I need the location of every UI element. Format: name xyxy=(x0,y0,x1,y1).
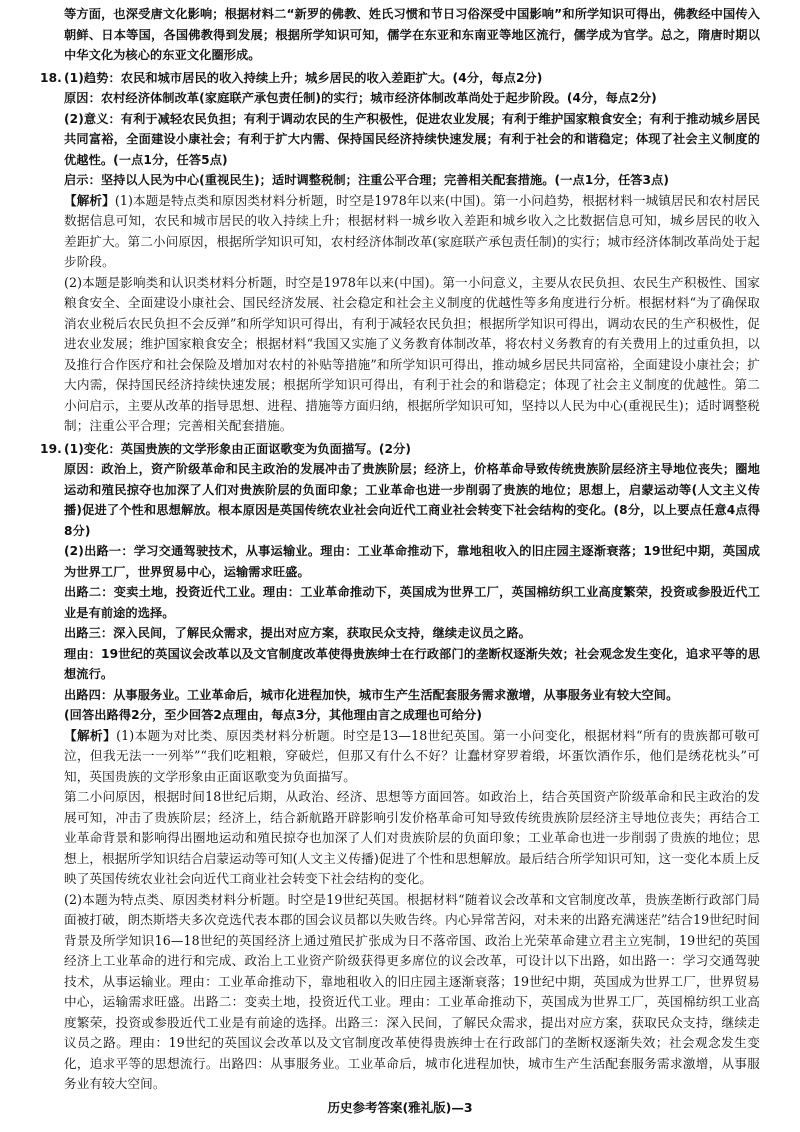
analysis-tag: 【解析】 xyxy=(64,727,117,743)
q19-answer-3: (2)出路一：学习交通驾驶技术，从事运输业。理由：工业革命推动下，靠地租收入的旧庄园主逐渐衰落；19世纪中期，英国成为世界工厂，世界贸易中心，运输需求旺盛。 xyxy=(64,544,760,579)
q19-answer-8: (回答出路得2分，至少回答2点理由，每点3分，其他理由言之成理也可给分) xyxy=(64,708,482,722)
q18-trend: (1)趋势：农民和城市居民的收入持续上升；城乡居民的收入差距扩大。(4分，每点2分) xyxy=(64,70,543,85)
analysis-tag: 【解析】 xyxy=(64,192,115,208)
page-footer: 历史参考答案(雅礼版)—3 xyxy=(327,1100,473,1115)
q19-analysis-3: (2)本题为特点类、原因类材料分析题。时空是19世纪英国。根据材料“随着议会改革和文官制度改革，贵族垄断行政部门局面被打破，朗杰斯塔夫多次竞选代表本郡的国会议员都以失败告终。内心异常苦闷，对未来的出路充满迷茫”结合19世纪时间背景及所学知识16—18世纪的英国经济上通过殖民扩张成为日不落帝国、政治上光荣革命建立君主立宪制，19世纪的英国经济上工业革命的进行和完成、政治上工业资产阶级获得更多席位的议会改革，可设计以下出路，如出路一：学习交通驾驶技术，从事运输业。理由：工业革命推动下，靠地租收入的旧庄园主逐渐衰落；19世纪中期，英国成为世界工厂，世界贸易中心，运输需求旺盛。出路二：变卖土地，投资近代工业。理由：工业革命推动下，英国成为世界工厂，英国棉纺织工业高度繁荣，投资或参股近代工业是有前途的选择。出路三：深入民间，了解民众需求，提出对应方案，获取民众支持，继续走议员之路。理由：19世纪的英国议会改革以及文官制度改革使得贵族绅士在行政部门的垄断权逐渐失效；社会观念发生变化，追求平等的思想流行。出路四：从事服务业。工业革命后，城市化进程加快，城市生产生活配套服务需求激增，从事服务业有较大空间。 xyxy=(64,891,760,1091)
q18-analysis-1 xyxy=(40,191,760,273)
q19-answer-6: 理由：19世纪的英国议会改革以及文官制度改革使得贵族绅士在行政部门的垄断权逐渐失效；社会观念发生变化，追求平等的思想流行。 xyxy=(64,646,760,681)
q18-answer-2: 原因：农村经济体制改革(家庭联产承包责任制)的实行；城市经济体制改革尚处于起步阶段。(4分，每点2分) xyxy=(64,91,657,105)
q19-analysis-2: 第二小问原因，根据时间18世纪后期，从政治、经济、思想等方面回答。如政治上，结合英国资产阶级革命和民主政治的发展可知，冲击了贵族阶层；经济上，结合新航路开辟影响引发价格革命可知导致传统贵族阶层经济主导地位丧失；再结合工业革命背景和影响得出圈地运动和殖民掠夺也加深了人们对贵族阶层的负面印象；工业革命也进一步削弱了贵族的地位；思想上，根据所学知识结合启蒙运动等可知(人文主义传播)促进了个性和思想解放。最后结合所学知识可知，这一变化本质上反映了英国传统农业社会向近代工商业社会转变下社会结构的变化。 xyxy=(64,789,760,886)
q19-answer-4: 出路二：变卖土地，投资近代工业。理由：工业革命推动下，英国成为世界工厂，英国棉纺织工业高度繁荣，投资或参股近代工业是有前途的选择。 xyxy=(64,585,760,620)
q18-answer-1 xyxy=(40,68,760,89)
q19-answer-2: 原因：政治上，资产阶级革命和民主政治的发展冲击了贵族阶层；经济上，价格革命导致传统贵族阶层经济主导地位丧失；圈地运动和殖民掠夺也加深了人们对贵族阶层的负面印象；工业革命也进一步削弱了贵族的地位；思想上，启蒙运动等(人文主义传播)促进了个性和思想解放。根本原因是英国传统农业社会向近代工商业社会转变下社会结构的变化。(8分，以上要点任意4点得8分) xyxy=(64,462,760,538)
q18-analysis-2: (2)本题是影响类和认识类材料分析题，时空是1978年以来(中国)。第一小问意义，主要从农民负担、农民生产积极性、国家粮食安全、全面建设小康社会、国民经济发展、社会稳定和社会主义制度的优越性等多角度进行分析。根据材料“为了确保取消农业税后农民负担不会反弹”和所学知识可得出，有利于减轻农民负担；根据所学知识可得出，调动农民的生产积极性，促进农业发展；维护国家粮食安全；根据材料“我国又实施了义务教育体制改革，将农村义务教育的有关费用上的过重负担，以及推行合作医疗和社会保险及增加对农村的补贴等措施”和所学知识可得出，推动城乡居民共同富裕，全面建设小康社会；扩大内需，保持国民经济持续快速发展；根据所学知识可得出，有利于社会的和谐稳定；体现了社会主义制度的优越性。第二小问启示，主要从改革的指导思想、进程、措施等方面归纳，根据所学知识可知，坚持以人民为中心(重视民生)；适时调整税制；注重公平合理；完善相关配套措施。 xyxy=(64,274,760,433)
q18-analysis-text-1: (1)本题是特点类和原因类材料分析题，时空是1978年以来(中国)。第一小问趋势，根据材料一城镇居民和农村居民数据信息可知，农民和城市居民的收入持续上升；根据材料一城乡收入差距和城乡收入之比数据信息可知，城乡居民的收入差距扩大。第二小问原因，根据所学知识可知，农村经济体制改革(家庭联产承包责任制)的实行；城市经济体制改革尚处于起步阶段。 xyxy=(64,192,760,269)
q19-answer-7: 出路四：从事服务业。工业革命后，城市化进程加快，城市生产生活配套服务需求激增，从事服务业有较大空间。 xyxy=(64,687,679,702)
q19-analysis-text-1: (1)本题为对比类、原因类材料分析题。时空是13—18世纪英国。第一小问变化，根据材料“所有的贵族都可敬可泣，但我无法一一列举”“我们吃粗粮，穿破烂，但那又有什么不好？让蠢材穿罗着缎，坏蛋饮酒作乐，他们是绣花枕头”可知，英国贵族的文学形象由正面讴歌变为负面描写。 xyxy=(64,727,760,784)
q19-change: (1)变化：英国贵族的文学形象由正面讴歌变为负面描写。(2分) xyxy=(64,441,412,456)
q19-answer-1 xyxy=(40,439,760,460)
q19-number: 19. xyxy=(40,441,62,456)
q18-answer-4: 启示：坚持以人民为中心(重视民生)；适时调整税制；注重公平合理；完善相关配套措施。(一点1分，任答3点) xyxy=(64,173,670,187)
q19-answer-5: 出路三：深入民间，了解民众需求，提出对应方案，获取民众支持，继续走议员之路。 xyxy=(64,626,531,640)
paragraph-tang-culture: 等方面，也深受唐文化影响；根据材料二“新罗的佛教、姓氏习惯和节日习俗深受中国影响”和所学知识可得出，佛教经中国传入朝鲜、日本等国，各国佛教得到发展；根据所学知识可知，儒学在东亚和东南亚等地区流行，儒学成为官学。总之，隋唐时期以中华文化为核心的东亚文化圈形成。 xyxy=(64,7,760,62)
q18-answer-3: (2)意义：有利于减轻农民负担；有利于调动农民的生产积极性，促进农业发展；有利于维护国家粮食安全；有利于推动城乡居民共同富裕，全面建设小康社会；有利于扩大内需、保持国民经济持续快速发展；有利于社会的和谐稳定；体现了社会主义制度的优越性。(一点1分，任答5点) xyxy=(64,111,760,167)
answer-page xyxy=(40,4,760,1095)
q19-analysis-1 xyxy=(40,726,760,788)
q18-number: 18. xyxy=(40,70,62,85)
